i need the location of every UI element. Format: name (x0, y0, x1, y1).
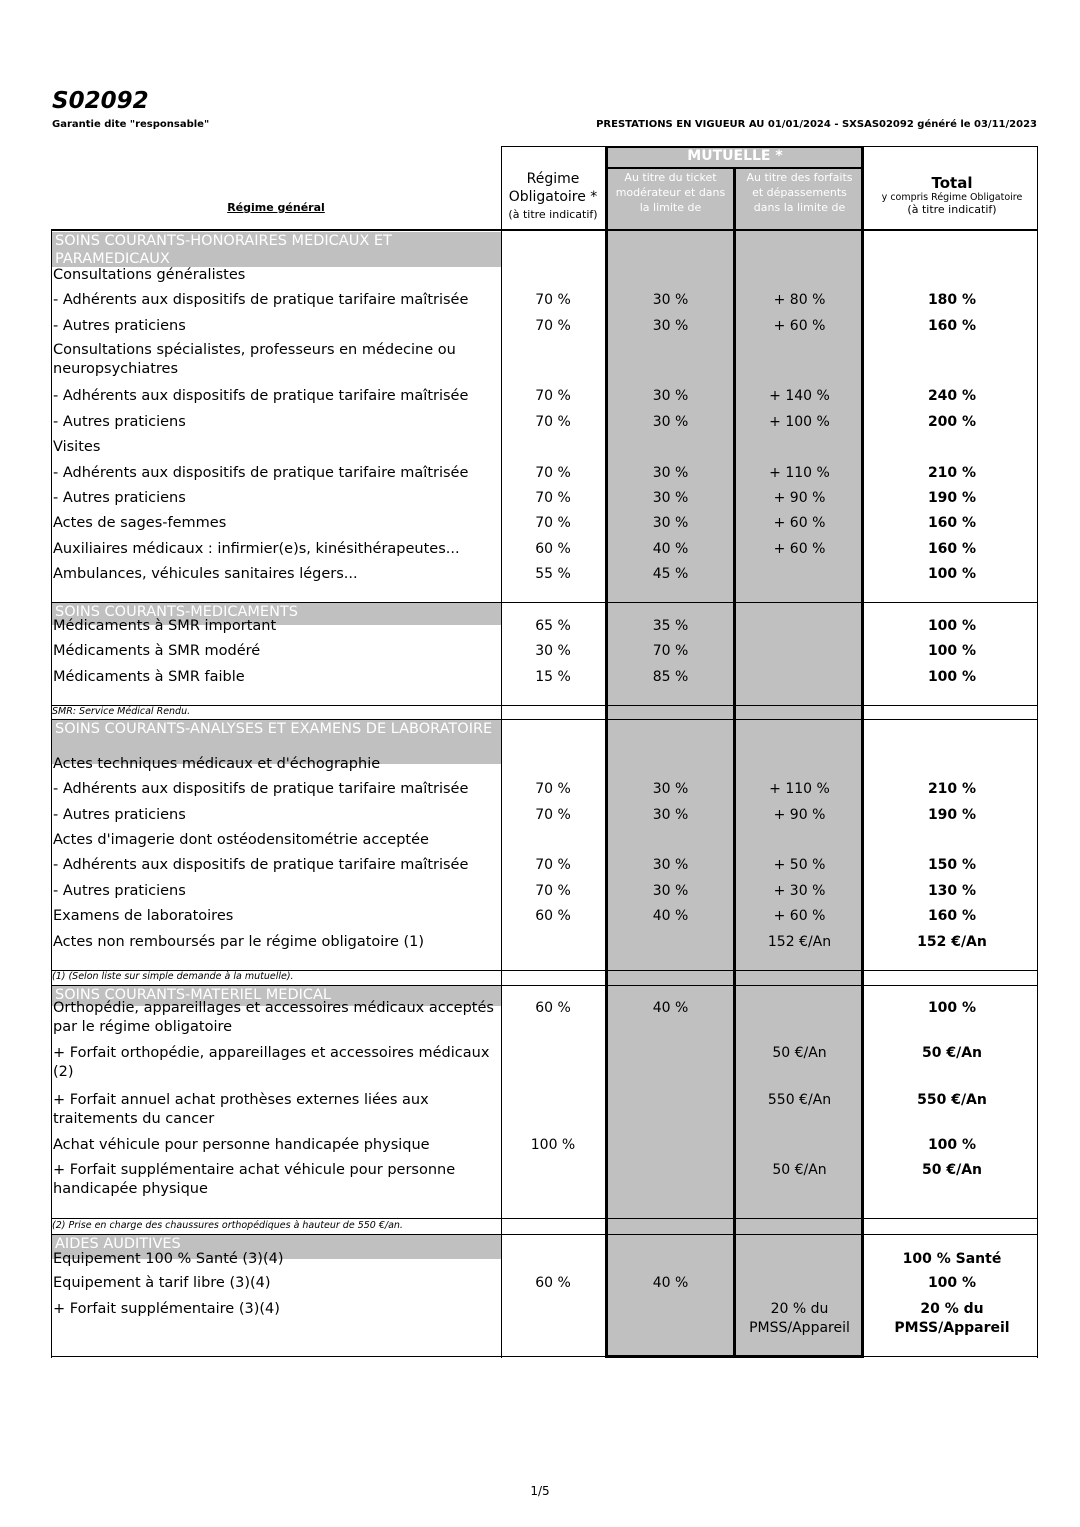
fd-line1: Au titre des forfaits (746, 171, 853, 184)
row-label: Equipement à tarif libre (3)(4) (53, 1275, 271, 1291)
row-tm-value: 35 % (652, 618, 689, 634)
border-n2-top (51, 1218, 1038, 1219)
row-total-value: 160 % (927, 908, 977, 924)
border-total-right (1037, 146, 1038, 1358)
subtitle: Garantie dite "responsable" (52, 119, 210, 130)
total-sub2: (à titre indicatif) (907, 203, 997, 216)
section-materiel-medical: SOINS COURANTS-MATERIEL MEDICAL (51, 986, 501, 1006)
fd-line2: et dépassements (752, 186, 847, 199)
row-total-value: 150 % (927, 857, 977, 873)
row-tm-value: 30 % (652, 318, 689, 334)
row-label: - Adhérents aux dispositifs de pratique tarifaire maîtrisée (53, 292, 469, 308)
row-label: Actes techniques médicaux et d'échographie (53, 756, 381, 772)
benefits-table (51, 146, 1038, 1358)
row-label: - Autres praticiens (53, 318, 186, 334)
row-label: - Adhérents aux dispositifs de pratique tarifaire maîtrisée (53, 781, 469, 797)
row-tm-value: 40 % (652, 908, 689, 924)
row-fd-value: 152 €/An (767, 934, 832, 950)
page-title: S02092 (52, 88, 149, 114)
row-total-value: 100 % (927, 618, 977, 634)
border-outer-left (51, 230, 52, 1358)
row-fd-value: 50 €/An (772, 1162, 827, 1178)
row-ro-value: 30 % (535, 643, 571, 659)
row-label: Médicaments à SMR important (53, 618, 277, 634)
row-total-value: 100 % (927, 1137, 977, 1153)
border-mutuelle-left (605, 146, 608, 1358)
row-total-value: 100 % (927, 669, 977, 685)
row-total-value: 50 €/An (921, 1045, 982, 1061)
row-fd-value: + 60 % (773, 318, 826, 334)
row-label: + Forfait supplémentaire (3)(4) (53, 1301, 280, 1317)
row-ro-value: 60 % (535, 541, 571, 557)
row-tm-value: 30 % (652, 490, 689, 506)
row-total-value: 100 % (927, 1275, 977, 1291)
row-label: - Autres praticiens (53, 414, 186, 430)
row-ro-value: 70 % (535, 388, 571, 404)
row-tm-value: 30 % (652, 414, 689, 430)
tm-line1: Au titre du ticket (624, 171, 717, 184)
row-tm-value: 70 % (652, 643, 689, 659)
border-bottom (51, 1356, 1038, 1357)
border-sec5 (51, 1234, 1038, 1235)
row-label: - Adhérents aux dispositifs de pratique tarifaire maîtrisée (53, 388, 469, 404)
row-fd-value: + 60 % (773, 908, 826, 924)
row-label: - Adhérents aux dispositifs de pratique tarifaire maîtrisée (53, 857, 469, 873)
row-fd-value: + 60 % (773, 541, 826, 557)
row-label: Consultations spécialistes, professeurs en médecine ou neuropsychiatres (53, 342, 456, 377)
section-aides-auditives: AIDES AUDITIVES (51, 1235, 501, 1259)
row-tm-value: 40 % (652, 1275, 689, 1291)
row-fd-value: + 110 % (769, 465, 830, 481)
row-ro-value: 70 % (535, 414, 571, 430)
row-label: - Adhérents aux dispositifs de pratique tarifaire maîtrisée (53, 465, 469, 481)
border-n1-top (51, 970, 1038, 971)
row-ro-value: 15 % (535, 669, 571, 685)
border-sec2 (51, 602, 1038, 603)
tm-line2: modérateur et dans (615, 186, 726, 199)
row-ro-value: 60 % (535, 908, 571, 924)
header-total (866, 174, 1038, 216)
total-title: Total (931, 174, 973, 192)
row-ro-value: 70 % (535, 465, 571, 481)
row-ro-value: 100 % (530, 1137, 576, 1153)
row-label: Visites (53, 439, 101, 455)
row-tm-value: 40 % (652, 541, 689, 557)
border-mutuelle-mid (733, 168, 736, 1358)
row-label: + Forfait supplémentaire achat véhicule pour personne handicapée physique (53, 1162, 456, 1197)
ro-line1: Régime (526, 171, 580, 187)
row-label: Auxiliaires médicaux : infirmier(e)s, kinésithérapeutes... (53, 541, 460, 557)
row-tm-value: 30 % (652, 781, 689, 797)
total-sub1: y compris Régime Obligatoire (881, 192, 1023, 203)
row-label: Achat véhicule pour personne handicapée physique (53, 1137, 430, 1153)
row-label: Equipement 100 % Santé (3)(4) (53, 1251, 284, 1267)
row-total-value: 240 % (927, 388, 977, 404)
row-total-value: 100 % (927, 566, 977, 582)
row-ro-value: 70 % (535, 490, 571, 506)
row-total-value: 190 % (927, 490, 977, 506)
header-regime-general: Régime général (227, 201, 325, 214)
row-total-value: 100 % (927, 1000, 977, 1016)
row-tm-value: 30 % (652, 807, 689, 823)
row-fd-value: + 110 % (769, 781, 830, 797)
row-total-value: 180 % (927, 292, 977, 308)
row-ro-value: 60 % (535, 1000, 571, 1016)
row-label: - Autres praticiens (53, 490, 186, 506)
row-total-value: 152 €/An (917, 934, 987, 950)
row-label: Médicaments à SMR modéré (53, 643, 261, 659)
row-total-value: 100 % (927, 643, 977, 659)
row-label: Orthopédie, appareillages et accessoires médicaux acceptés par le régime obligatoire (53, 1000, 494, 1035)
row-fd-value: + 30 % (773, 883, 826, 899)
row-total-value: 160 % (927, 541, 977, 557)
section-medicaments: SOINS COURANTS-MEDICAMENTS (51, 603, 501, 625)
border-bottom-mutuelle (605, 1355, 864, 1358)
row-ro-value: 55 % (535, 566, 571, 582)
row-label: Ambulances, véhicules sanitaires légers... (53, 566, 358, 582)
prestations-line: PRESTATIONS EN VIGUEUR AU 01/01/2024 - SXSAS02092 généré le 03/11/2023 (596, 119, 1037, 130)
tm-line3: la limite de (639, 201, 702, 214)
row-fd-value: + 90 % (773, 807, 826, 823)
row-ro-value: 70 % (535, 292, 571, 308)
header-regime-obligatoire (501, 170, 605, 224)
row-fd-value: + 50 % (773, 857, 826, 873)
row-tm-value: 30 % (652, 388, 689, 404)
row-fd-value: + 90 % (773, 490, 826, 506)
row-label: - Autres praticiens (53, 807, 186, 823)
note-1: (1) (Selon liste sur simple demande à la mutuelle). (52, 971, 294, 982)
row-ro-value: 65 % (535, 618, 571, 634)
page-number: 1/5 (530, 1484, 550, 1498)
border-mutuelle-sub (605, 167, 864, 169)
border-ro-left (501, 146, 502, 1358)
row-total-value: 100 % Santé (902, 1251, 1002, 1267)
header-ticket-moderateur (607, 170, 734, 215)
row-fd-value: + 140 % (769, 388, 830, 404)
section-analyses: SOINS COURANTS-ANALYSES ET EXAMENS DE LABORATOIRE (51, 720, 501, 764)
row-label: + Forfait annuel achat prothèses externes liées aux traitements du cancer (53, 1092, 429, 1127)
row-label: + Forfait orthopédie, appareillages et accessoires médicaux (2) (53, 1045, 490, 1080)
border-header-bottom (51, 229, 1038, 231)
row-ro-value: 70 % (535, 781, 571, 797)
row-ro-value: 70 % (535, 883, 571, 899)
header-mutuelle: MUTUELLE * (687, 148, 783, 164)
row-total-value: 190 % (927, 807, 977, 823)
note-2: (2) Prise en charge des chaussures orthopédiques à hauteur de 550 €/an. (52, 1220, 403, 1231)
row-tm-value: 30 % (652, 515, 689, 531)
row-tm-value: 40 % (652, 1000, 689, 1016)
section-honoraires: SOINS COURANTS-HONORAIRES MEDICAUX ET PARAMEDICAUX (51, 232, 501, 267)
header-forfaits-depassements (736, 170, 863, 215)
row-tm-value: 85 % (652, 669, 689, 685)
row-fd-value: 20 % du PMSS/Appareil (749, 1301, 850, 1336)
row-ro-value: 70 % (535, 318, 571, 334)
row-tm-value: 30 % (652, 292, 689, 308)
row-tm-value: 30 % (652, 857, 689, 873)
row-fd-value: + 100 % (769, 414, 830, 430)
row-label: - Autres praticiens (53, 883, 186, 899)
border-sec4 (51, 985, 1038, 986)
row-ro-value: 60 % (535, 1275, 571, 1291)
row-ro-value: 70 % (535, 515, 571, 531)
row-total-value: 20 % du PMSS/Appareil (894, 1301, 1010, 1336)
row-label: Actes non remboursés par le régime obligatoire (1) (53, 934, 425, 950)
fd-line3: dans la limite de (753, 201, 846, 214)
border-mutuelle-right (861, 146, 864, 1358)
border-smr-top (51, 705, 1038, 706)
row-fd-value: 50 €/An (772, 1045, 827, 1061)
row-label: Médicaments à SMR faible (53, 669, 245, 685)
row-fd-value: + 60 % (773, 515, 826, 531)
row-tm-value: 30 % (652, 883, 689, 899)
row-fd-value: + 80 % (773, 292, 826, 308)
row-total-value: 130 % (927, 883, 977, 899)
border-sec3 (51, 719, 1038, 720)
ro-line3: (à titre indicatif) (508, 208, 598, 221)
row-label: Actes d'imagerie dont ostéodensitométrie acceptée (53, 832, 429, 848)
row-ro-value: 70 % (535, 857, 571, 873)
row-total-value: 160 % (927, 515, 977, 531)
row-total-value: 210 % (927, 465, 977, 481)
row-tm-value: 45 % (652, 566, 689, 582)
row-label: Actes de sages-femmes (53, 515, 227, 531)
row-label: Consultations généralistes (53, 267, 246, 283)
ro-line2: Obligatoire * (508, 189, 598, 205)
border-mutuelle-band (605, 146, 864, 148)
row-ro-value: 70 % (535, 807, 571, 823)
row-fd-value: 550 €/An (767, 1092, 832, 1108)
row-total-value: 200 % (927, 414, 977, 430)
note-smr: SMR: Service Médical Rendu. (52, 706, 191, 717)
row-total-value: 210 % (927, 781, 977, 797)
row-tm-value: 30 % (652, 465, 689, 481)
row-label: Examens de laboratoires (53, 908, 234, 924)
row-total-value: 550 €/An (917, 1092, 987, 1108)
row-total-value: 50 €/An (921, 1162, 982, 1178)
row-total-value: 160 % (927, 318, 977, 334)
